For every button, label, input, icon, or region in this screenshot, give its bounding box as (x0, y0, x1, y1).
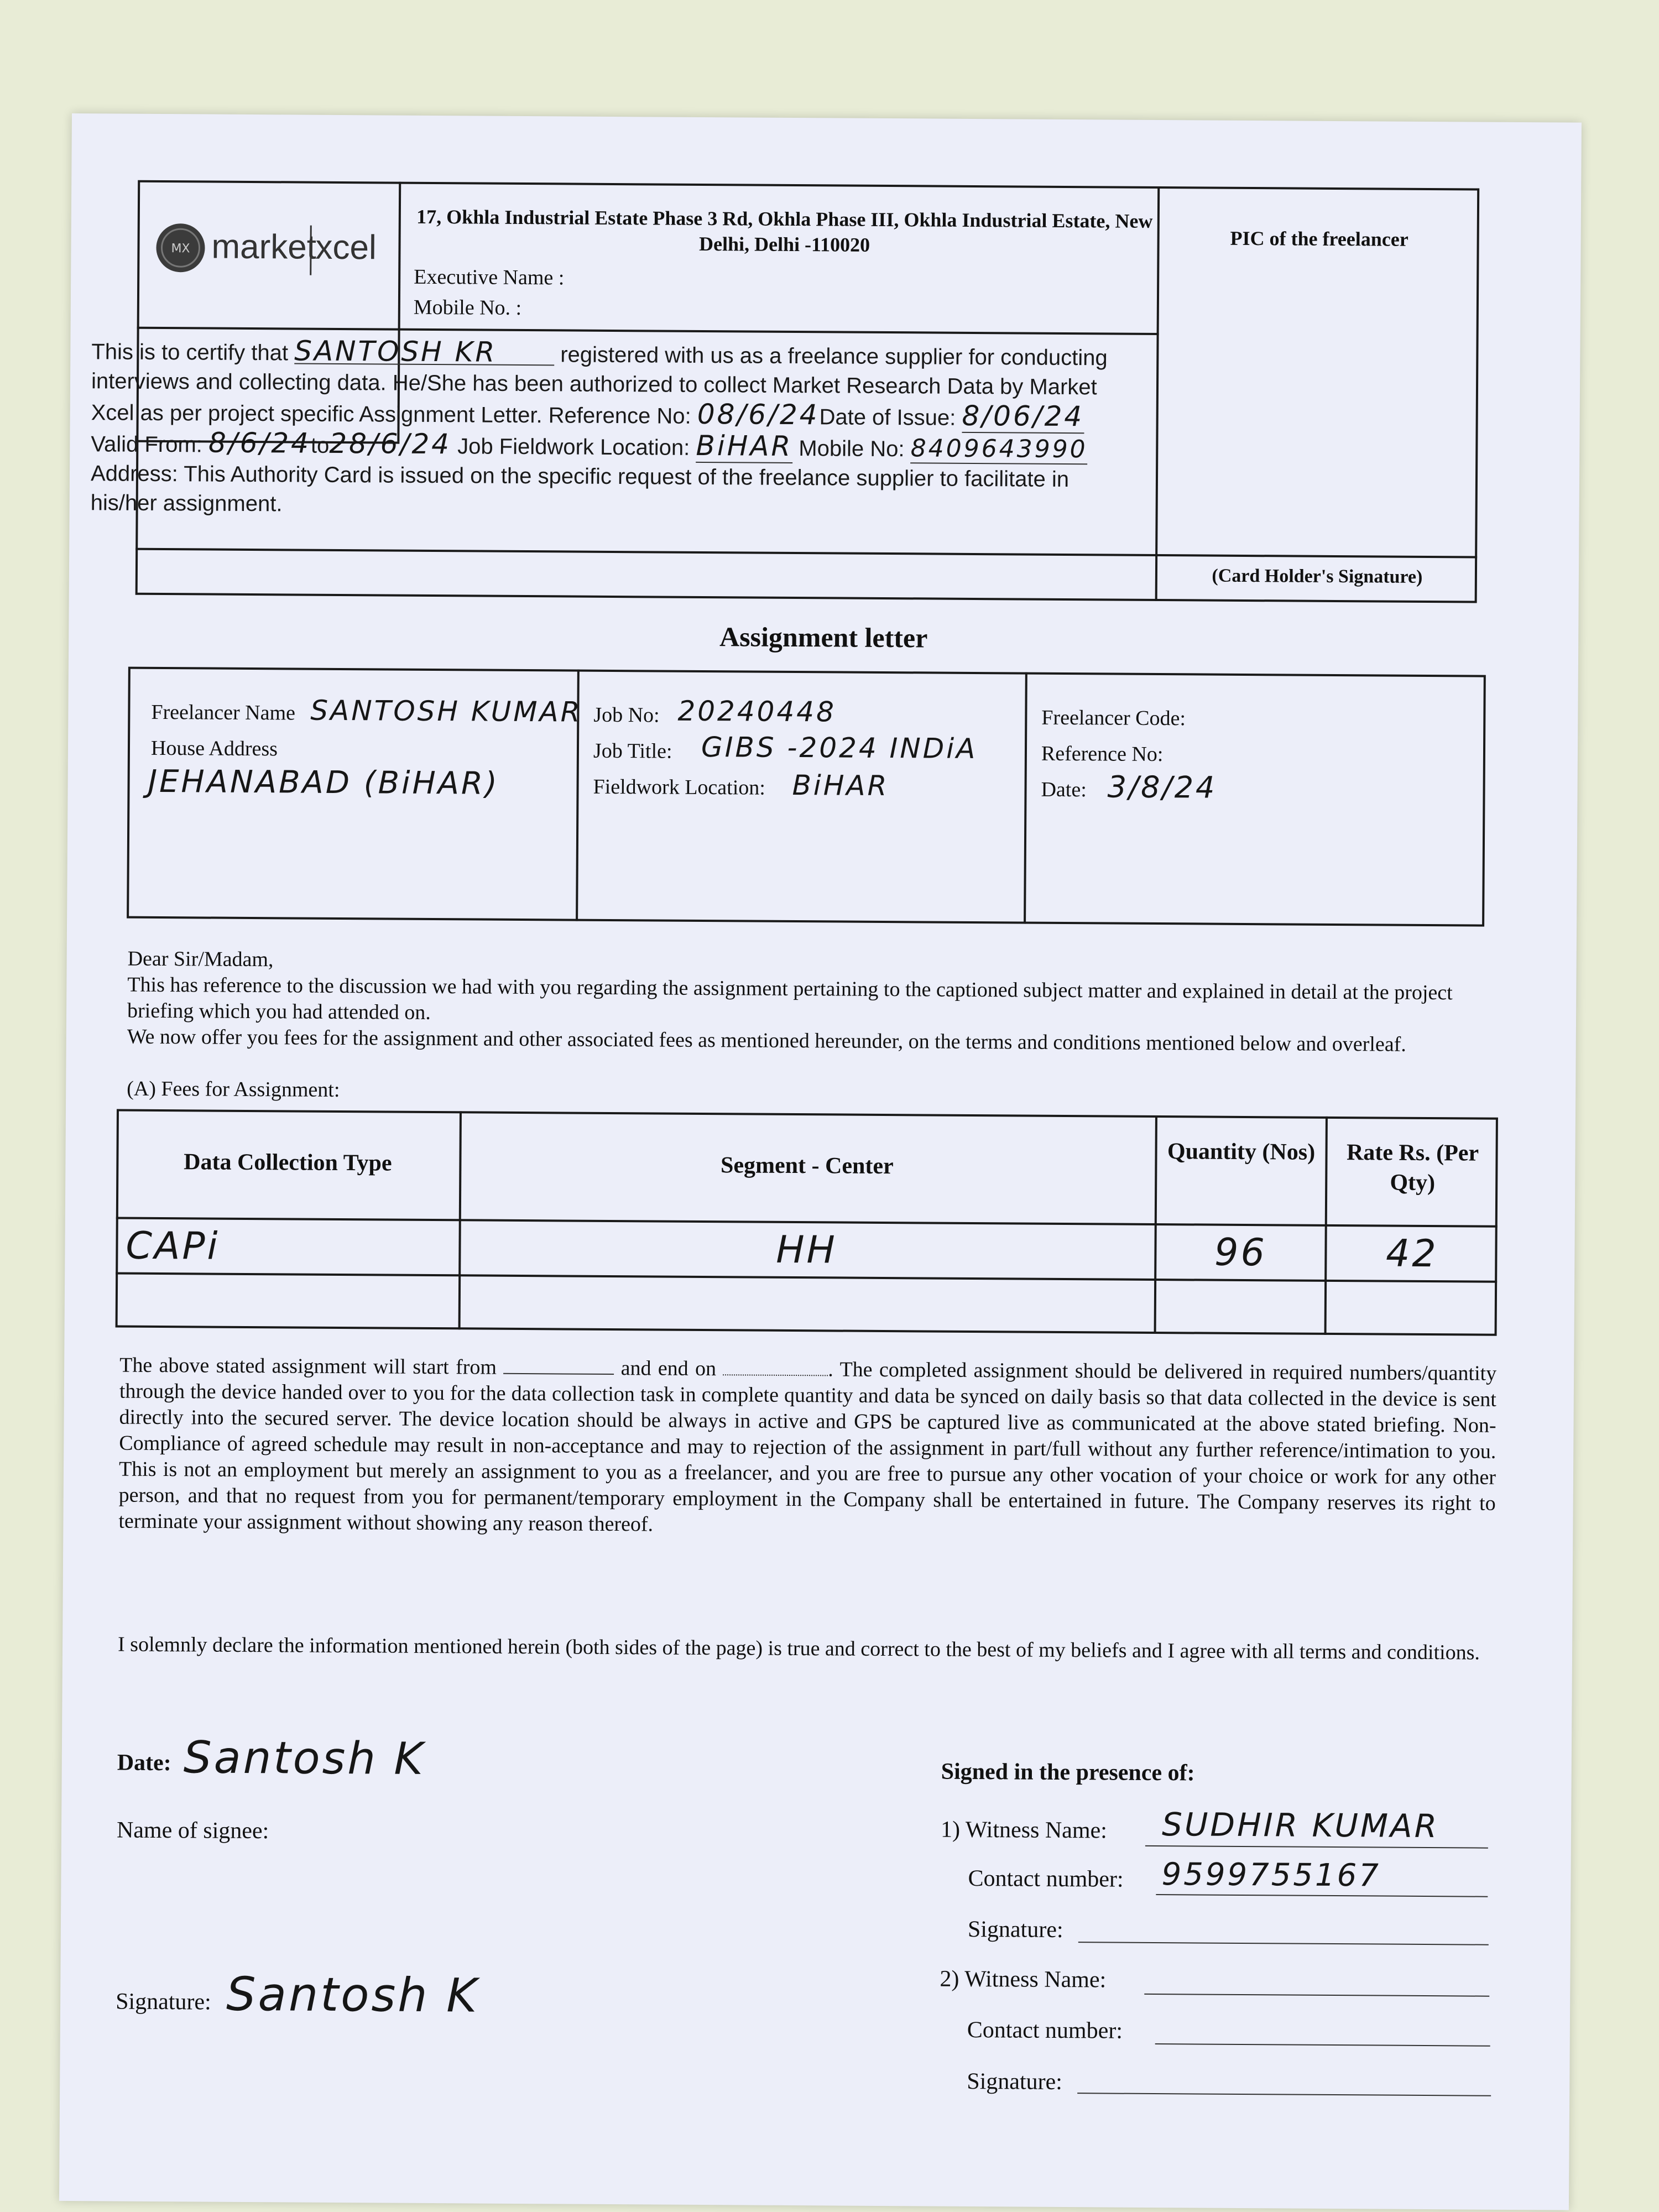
market-xcel-logo: MX market xcel (154, 219, 398, 281)
header-quantity: Quantity (Nos) (1167, 1139, 1316, 1165)
date-of-issue-value: 8/06/24 (962, 399, 1084, 433)
date-label: Date: (117, 1750, 171, 1776)
house-address-value: JEHANABAD (BiHAR) (148, 763, 499, 802)
job-no-value: 20240448 (677, 695, 837, 728)
certified-name: SANTOSH KR (294, 338, 554, 366)
salutation: Dear Sir/Madam, (127, 947, 274, 972)
reference-no-value: 08/6/24 (697, 398, 820, 431)
signee-signature: Santosh K (226, 1966, 479, 2023)
name-of-signee-label: Name of signee: (116, 1817, 269, 1844)
cell-rate: 42 (1385, 1232, 1438, 1276)
certificate-text: This is to certify that SANTOSH KR registered with us as a freelance supplier for conducting interviews and collecting data. He/She has been authorized to collect Market Research Data by Market Xcel as per project specific Assignment Letter. Reference No: 08/6/24Date of Issue: 8/06/24 Valid From: 8/6/24to28/6/24 Job Fieldwork Location: BiHAR Mobile No: 8409643990 Address: This Authority Card is issued on the specific request of the freelance supplier to facilitate in his/her assignment. (90, 335, 1108, 517)
header-data-collection-type: Data Collection Type (184, 1149, 392, 1176)
letter-paragraph-2: We now offer you fees for the assignment and other associated fees as mentioned hereunder, on the terms and conditions mentioned below and overleaf. (127, 1025, 1406, 1056)
assignment-letter-title: Assignment letter (719, 621, 928, 654)
job-title-value: GIBS -2024 INDiA (701, 731, 978, 765)
contact1-value: 9599755167 (1161, 1856, 1381, 1894)
terms-paragraph: The above stated assignment will start from and end on . The completed assignment should be delivered in required numbers/quantity through the device handed over to you for the data collection task in complete quantity and data be synced on daily basis so that data collected in the device is sent directly into the secured server. The device location should be always in active and GPS be captured live as communicated at the above stated briefing. Non-Compliance of agreed schedule may result in non-acceptance and may to rejection of the assignment in part/full without any further reference/intimation to you. This is not an employment but merely an assignment to you as a freelancer, and you are free to pursue any other vocation of your choice or work for any other person, and that no request from you for permanent/temporary employment in the Company shall be entertained in future. The Company reserves its right to terminate your assignment without showing any reason thereof. (118, 1353, 1497, 1536)
signed-presence-label: Signed in the presence of: (941, 1759, 1195, 1786)
date-signature: Santosh K (183, 1731, 426, 1785)
svg-text:MX: MX (171, 242, 190, 256)
declaration: I solemnly declare the information mentioned herein (both sides of the page) is true and correct to the best of my beliefs and I agree with all terms and conditions. (117, 1632, 1480, 1665)
freelancer-name-value: SANTOSH KUMAR (310, 694, 582, 728)
executive-name-label: Executive Name : (414, 265, 565, 290)
location-value: BiHAR (696, 429, 793, 462)
valid-to-value: 28/6/24 (329, 427, 452, 461)
pic-label: PIC of the freelancer (1230, 227, 1408, 251)
mobile-label: Mobile No. : (413, 295, 522, 320)
letter-paragraph-1: This has reference to the discussion we had with you regarding the assignment pertaining to the captioned subject matter and explained in detail at the project briefing which you had attended on. (127, 973, 1453, 1024)
assignment-date-value: 3/8/24 (1107, 769, 1217, 805)
header-rate: Rate Rs. (Per Qty) (1346, 1140, 1479, 1196)
card-holder-signature-label: (Card Holder's Signature) (1212, 565, 1423, 587)
signature-label: Signature: (116, 1989, 211, 2015)
cell-data-collection-type: CAPi (126, 1224, 220, 1269)
mobile-value: 8409643990 (910, 434, 1088, 464)
company-address: 17, Okhla Industrial Estate Phase 3 Rd, Okhla Phase III, Okhla Industrial Estate, New Delhi, Delhi -110020 (416, 205, 1153, 256)
valid-from-value: 8/6/24 (208, 426, 311, 460)
fieldwork-location-value: BiHAR (792, 769, 889, 802)
fees-heading: (A) Fees for Assignment: (127, 1077, 340, 1102)
cell-segment: HH (776, 1228, 837, 1272)
header-segment-center: Segment - Center (720, 1152, 894, 1180)
cell-quantity: 96 (1214, 1230, 1267, 1275)
witness1-name-value: SUDHIR KUMAR (1161, 1806, 1439, 1845)
document-page: MX market xcel 17, Okhla Industrial Estate Phase 3 Rd, Okhla Phase III, Okhla Industrial Estate, New Delhi, Delhi -110020 Executive Name : Mobile No. : PIC of the freelancer (Card Holder's Signature) This is to certify that SANTOSH KR registered with us as a freelance supplier for conducting interviews and collecting data. He/She has been authorized to collect Market Research Data by Market Xcel as per project specific Assignment Letter. Reference No: 08/6/24Date of Issue: 8/06/24 Valid From: 8/6/24to28/6/24 Job Fieldwork Location: BiHAR Mobile No: 8409643990 Address: This Authority Card is issued on the specific request of the freelance supplier to facilitate in his/her assignment. Assignment letter Freelancer Name SANTOSH KUMAR House Address JEHANABAD (BiHAR) Job No: 20240448 Job Title: GIBS -2024 INDiA Fieldwork Location: BiHAR Freelancer Code: Reference No: Date: 3/8/24 Dear Sir/Madam, This has reference to the discussion we had with you regarding the assignment pertaining to the captioned subject matter and explained in detail at the project briefing which you had attended on. We now offer you fees for the assignment and other associated fees as mentioned hereunder, on the terms and conditions mentioned below and overleaf. (A) Fees for Assignment: Data Collection Type Segment - Center Quantity (Nos) Rate Rs. (Per Qty) CAPi HH 96 42 The above stated assignment will start from and end on . The completed assignment should be delivered in required numbers/quantity through the device handed over to you for the data collection task in complete quantity and data be synced on daily basis so that data collected in the device is sent directly into the secured server. The device location should be always in active and GPS be captured live as communicated at the above stated briefing. Non-Compliance of agreed schedule may result in non-acceptance and may to rejection of the assignment in part/full without any further reference/intimation to you. This is not an employment but merely an assignment to you as a freelancer, and you are free to pursue any other vocation of your choice or work for any other person, and that no request from you for permanent/temporary employment in the Company shall be entertained in future. The Company reserves its right to terminate your assignment without showing any reason thereof. I solemnly declare the information mentioned herein (both sides of the page) is true and correct to the best of my beliefs and I agree with all terms and conditions. Date: Santosh K Name of signee: Signature: Santosh K Signed in the presence of: 1) Witness Name: SUDHIR KUMAR Contact number: 9599755167 Signature: 2) Witness Name: Contact number: Signature: (59, 113, 1582, 2210)
